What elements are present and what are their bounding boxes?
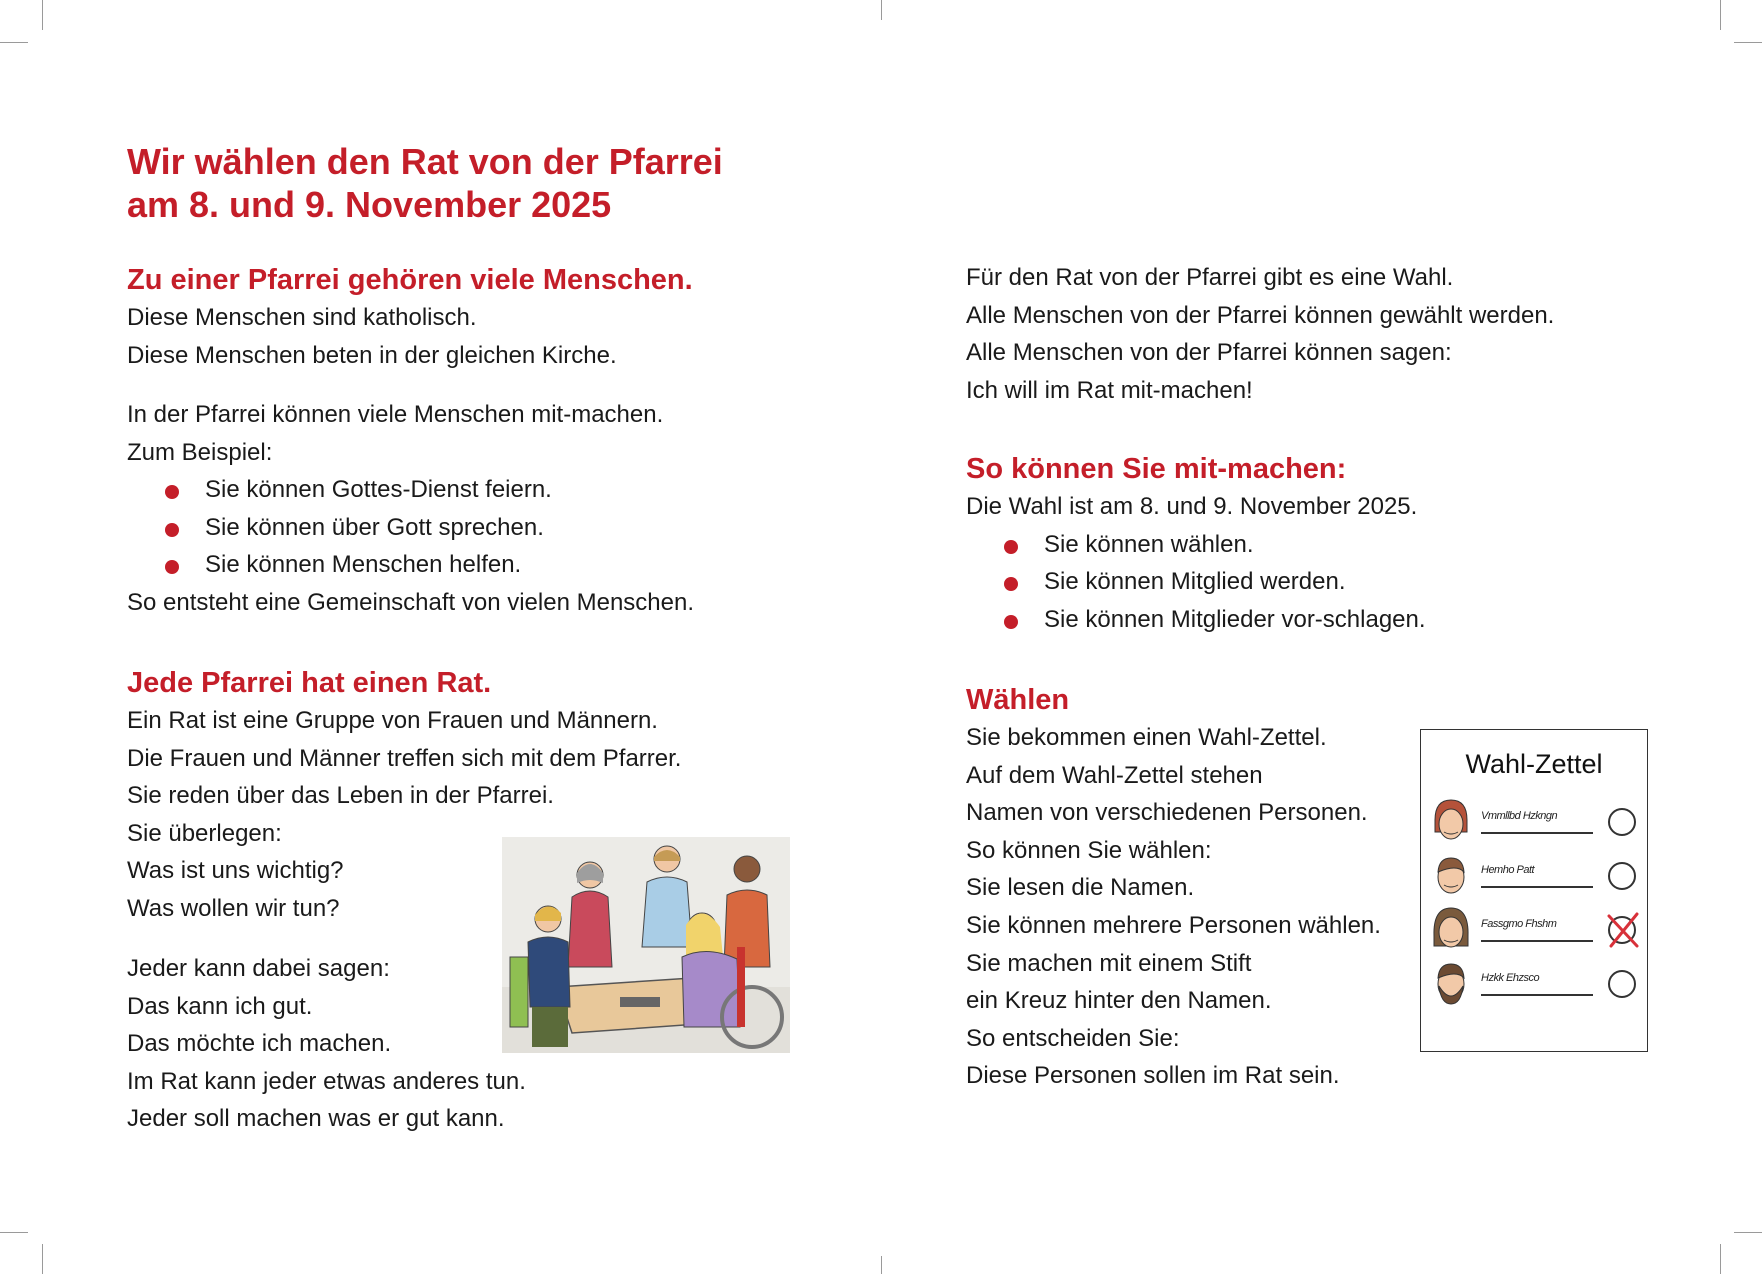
ballot-checkbox bbox=[1608, 862, 1636, 890]
bullet-icon bbox=[1004, 540, 1018, 554]
text-line: Diese Menschen sind katholisch. bbox=[127, 304, 477, 331]
list-item-text: Sie können über Gott sprechen. bbox=[205, 513, 544, 541]
text-line: Sie lesen die Namen. bbox=[966, 874, 1195, 902]
bullet-list bbox=[966, 526, 1426, 639]
crop-mark bbox=[881, 1256, 882, 1274]
text-line: Was wollen wir tun? bbox=[127, 894, 340, 922]
text-line: In der Pfarrei können viele Menschen mit-machen. bbox=[127, 401, 664, 428]
bullet-icon bbox=[1004, 577, 1018, 591]
text-line: Das möchte ich machen. bbox=[127, 1030, 392, 1058]
ballot-entry-name: Hzkk Ehzsco bbox=[1481, 972, 1540, 984]
crop-mark bbox=[1720, 1244, 1721, 1274]
text-line: Namen von verschiedenen Personen. bbox=[966, 799, 1368, 827]
list-item-text: Sie können Gottes-Dienst feiern. bbox=[205, 476, 552, 504]
list-item-text: Sie können wählen. bbox=[1044, 530, 1254, 558]
text-line: Ich will im Rat mit-machen! bbox=[966, 376, 1253, 404]
ballot-checkbox bbox=[1608, 970, 1636, 998]
text-line: Zum Beispiel: bbox=[127, 438, 273, 466]
page-title bbox=[127, 140, 887, 226]
text-line: Sie bekommen einen Wahl-Zettel. bbox=[966, 724, 1327, 751]
crop-mark bbox=[0, 1232, 28, 1233]
face-icon bbox=[1429, 960, 1473, 1008]
ballot-entry-line bbox=[1481, 886, 1593, 888]
text-line: So entsteht eine Gemeinschaft von vielen Menschen. bbox=[127, 588, 694, 616]
text-line: Diese Menschen beten in der gleichen Kirche. bbox=[127, 341, 617, 369]
text-line: Alle Menschen von der Pfarrei können gewählt werden. bbox=[966, 301, 1555, 329]
crop-mark bbox=[1720, 0, 1721, 30]
text-line: Sie überlegen: bbox=[127, 819, 282, 847]
text-line: Was ist uns wichtig? bbox=[127, 857, 344, 885]
ballot-checkbox bbox=[1608, 808, 1636, 836]
ballot-entry-name: Vmmllbd Hzkngn bbox=[1481, 810, 1558, 822]
section-waehlen bbox=[966, 681, 1381, 1095]
bullet-icon bbox=[1004, 615, 1018, 629]
text-line: Für den Rat von der Pfarrei gibt es eine Wahl. bbox=[966, 264, 1454, 291]
bullet-icon bbox=[165, 485, 179, 499]
ballot-entry-line bbox=[1481, 940, 1593, 942]
face-icon bbox=[1429, 852, 1473, 900]
bullet-icon bbox=[165, 523, 179, 537]
list-item bbox=[127, 471, 694, 509]
text-line: So können Sie wählen: bbox=[966, 836, 1212, 864]
face-icon bbox=[1429, 798, 1473, 846]
section-wahl-intro bbox=[966, 259, 1554, 409]
text-line: Sie reden über das Leben in der Pfarrei. bbox=[127, 782, 554, 810]
section-mitmachen-list bbox=[127, 396, 694, 622]
section-heading: Wählen bbox=[966, 684, 1070, 716]
bullet-list bbox=[127, 471, 694, 584]
crop-mark bbox=[1734, 1232, 1762, 1233]
ballot-illustration bbox=[1420, 729, 1648, 1052]
meeting-illustration bbox=[502, 837, 790, 1053]
face-icon bbox=[1429, 906, 1473, 954]
list-item bbox=[127, 546, 694, 584]
crop-mark bbox=[42, 1244, 43, 1274]
list-item-text: Sie können Mitglied werden. bbox=[1044, 568, 1346, 596]
page-title-line: Wir wählen den Rat von der Pfarrei bbox=[127, 141, 723, 182]
section-jeder bbox=[127, 950, 526, 1138]
crop-mark bbox=[881, 0, 882, 20]
bullet-icon bbox=[165, 560, 179, 574]
ballot-entry bbox=[1429, 960, 1641, 1010]
list-item bbox=[127, 509, 694, 547]
page-title-line: am 8. und 9. November 2025 bbox=[127, 184, 612, 225]
ballot-entry-line bbox=[1481, 832, 1593, 834]
list-item-text: Sie können Mitglieder vor-schlagen. bbox=[1044, 605, 1426, 633]
ballot-entry bbox=[1429, 852, 1641, 902]
ballot-entry bbox=[1429, 798, 1641, 848]
ballot-entry-line bbox=[1481, 994, 1593, 996]
text-line: Im Rat kann jeder etwas anderes tun. bbox=[127, 1067, 526, 1095]
ballot-entry-name: Hemho Patt bbox=[1481, 864, 1535, 876]
text-line: Jeder soll machen was er gut kann. bbox=[127, 1105, 505, 1133]
section-mitmachen bbox=[966, 450, 1426, 638]
text-line: Ein Rat ist eine Gruppe von Frauen und Männern. bbox=[127, 707, 658, 734]
list-item bbox=[966, 601, 1426, 639]
section-pfarrei bbox=[127, 261, 693, 374]
cross-mark-icon bbox=[1603, 910, 1643, 950]
text-line: Alle Menschen von der Pfarrei können sagen: bbox=[966, 339, 1452, 367]
section-heading: Jede Pfarrei hat einen Rat. bbox=[127, 667, 492, 699]
list-item-text: Sie können Menschen helfen. bbox=[205, 551, 522, 579]
ballot-entry bbox=[1429, 906, 1641, 956]
list-item bbox=[966, 526, 1426, 564]
crop-mark bbox=[42, 0, 43, 30]
text-line: So entscheiden Sie: bbox=[966, 1024, 1180, 1052]
text-line: Auf dem Wahl-Zettel stehen bbox=[966, 761, 1263, 789]
text-line: Diese Personen sollen im Rat sein. bbox=[966, 1062, 1340, 1090]
text-line: Jeder kann dabei sagen: bbox=[127, 955, 390, 982]
text-line: Die Frauen und Männer treffen sich mit dem Pfarrer. bbox=[127, 744, 682, 772]
ballot-entry-name: Fassgmo Fhshm bbox=[1481, 918, 1557, 930]
text-line: Sie machen mit einem Stift bbox=[966, 949, 1252, 977]
list-item bbox=[966, 563, 1426, 601]
section-heading: So können Sie mit-machen: bbox=[966, 453, 1347, 485]
crop-mark bbox=[0, 42, 28, 43]
text-line: Das kann ich gut. bbox=[127, 992, 313, 1020]
text-line: Sie können mehrere Personen wählen. bbox=[966, 911, 1381, 939]
ballot-title: Wahl-Zettel bbox=[1465, 749, 1603, 779]
crop-mark bbox=[1734, 42, 1762, 43]
text-line: ein Kreuz hinter den Namen. bbox=[966, 987, 1272, 1015]
text-line: Die Wahl ist am 8. und 9. November 2025. bbox=[966, 493, 1418, 520]
section-heading: Zu einer Pfarrei gehören viele Menschen. bbox=[127, 264, 693, 296]
